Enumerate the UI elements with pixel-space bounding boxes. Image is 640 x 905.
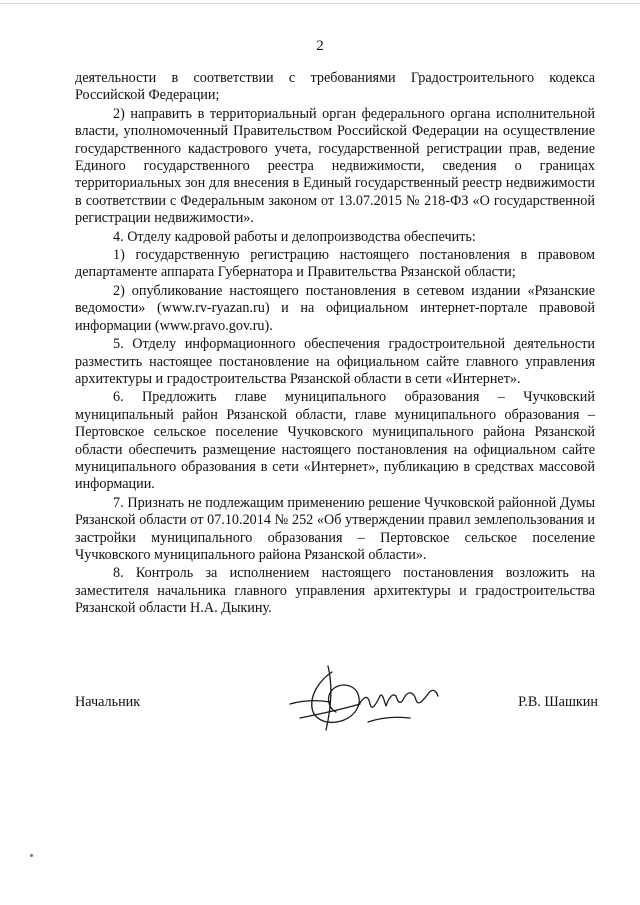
document-body [75,70,595,619]
signatory-name: Р.В. Шашкин [518,694,598,710]
scan-speck [30,854,33,857]
paragraph-section-5: 5. Отделу информационного обеспечения градостроительной деятельности разместить настоящее постановление на официальном сайте главного управления архитектуры и градостроительства Рязанской области в сети «Интернет». [75,336,595,387]
paragraph-section-6: 6. Предложить главе муниципального образования – Чучковский муниципальный район Рязанской области, главе муниципального образования – Пертовское сельское поселение Чучковского муниципального района Рязанской области обеспечить размещение настоящего постановления на официальном сайте муниципального образования в сети «Интернет», публикацию в средствах массовой информации. [75,389,595,493]
signatory-title: Начальник [75,694,141,710]
page-number: 2 [316,38,324,54]
paragraph-section-8: 8. Контроль за исполнением настоящего постановления возложить на заместителя начальника главного управления архитектуры и градостроительства Рязанской области Н.А. Дыкину. [75,565,595,617]
paragraph-section-7: 7. Признать не подлежащим применению решение Чучковской районной Думы Рязанской области от 07.10.2014 № 252 «Об утверждении правил землепользования и застройки муниципального образования – Пертовское сельское поселение Чучковского муниципального района Рязанской области». [75,494,595,563]
paragraph-section-4-item-2: 2) опубликование настоящего постановления в сетевом издании «Рязанские ведомости» (www.rv-ryazan.ru) и на официальном интернет-портале правовой информации (www.pravo.gov.ru). [75,282,595,334]
paragraph-section-4-item-1: 1) государственную регистрацию настоящего постановления в правовом департаменте аппарата Губернатора и Правительства Рязанской области; [75,247,595,281]
paragraph-section-4: 4. Отделу кадровой работы и делопроизводства обеспечить: [113,228,476,245]
scan-edge-line [0,3,640,4]
handwritten-signature [270,660,450,740]
paragraph-item-2-send-info: 2) направить в территориальный орган федерального органа исполнительной власти, уполномоченный Правительством Российской Федерации на осуществление государственного кадастрового учета, государственной регистрации прав, ведение Единого государственного реестра недвижимости, сведения о границах территориальных зон для внесения в Единый государственный реестр недвижимости в соответствии с Федеральным законом от 13.07.2015 № 218-ФЗ «О государственной регистрации недвижимости». [75,105,595,227]
paragraph-continuation: деятельности в соответствии с требованиями Градостроительного кодекса Российской Федерации; [75,70,595,104]
